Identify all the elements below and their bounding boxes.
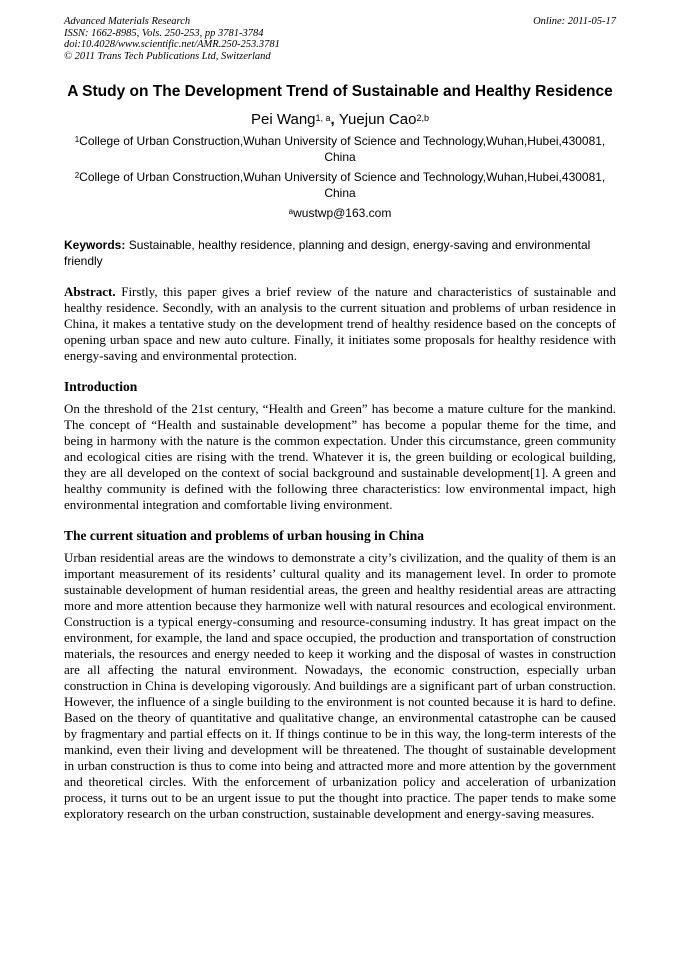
affiliation [64,133,616,165]
online-date: Online: 2011-05-17 [533,16,616,27]
section-heading: The current situation and problems of urban housing in China [64,528,424,543]
keywords [64,237,616,269]
section-paragraph: On the threshold of the 21st century, “Health and Green” has become a mature culture for the mankind. The concept of “Health and sustainable development” has become a popular theme for the time, and being in harmony with the nature is the common expectation. Under this circumstance, green community and ecological cities are rising with the trend. Whatever it is, the green building or ecological building, they are all developed on the context of social background and sustainable development[1]. A green and healthy community is defined with the following three characteristics: low environmental impact, high environmental integration and comfortable living environment. [64,401,616,512]
affiliation-text: College of Urban Construction,Wuhan University of Science and Technology,Wuhan,Hubei,430081, China [79,170,606,200]
affiliation-marker: 1 [74,135,80,144]
affiliation [64,169,616,201]
abstract-text: Firstly, this paper gives a brief review of the nature and characteristics of sustainable and healthy residence. Secondly, with an analysis to the current situation and problems of urban residence in China, it makes a tentative study on the development trend of healthy residence based on the concepts of opening urban space and new auto culture. Finally, it initiates some proposals for healthy residence with energy-saving and environmental protection. [64,284,616,363]
journal-name: Advanced Materials Research [64,16,191,27]
author-name: Pei Wang [251,111,316,128]
doi-line: doi:10.4028/www.scientific.net/AMR.250-253.3781 [64,39,280,50]
journal-header [64,16,616,62]
keywords-label: Keywords: [64,238,126,252]
author-line [64,111,616,129]
affiliation-marker: 2 [74,171,80,180]
author-separator: , [330,111,339,128]
section-heading: Introduction [64,379,138,394]
paper-title: A Study on The Development Trend of Sustainable and Healthy Residence [67,83,613,100]
copyright-line: © 2011 Trans Tech Publications Ltd, Switzerland [64,50,271,62]
affiliation-text: College of Urban Construction,Wuhan University of Science and Technology,Wuhan,Hubei,430081, China [79,134,606,164]
section-paragraph: Urban residential areas are the windows to demonstrate a city’s civilization, and the quality of them is an important measurement of its residents’ cultural quality and its management level. In order to promote sustainable development of human residential areas, the green and healthy residential areas are attracting more and more attention because they harmonize well with natural resources and ecological environment. Construction is a typical energy-consuming and resource-consuming industry. It has great impact on the environment, for example, the land and space occupied, the production and transportation of construction materials, the resources and energy needed to keep it working and the disposal of wastes in construction are all affecting the natural environment. Nowadays, the economic construction, especially urban construction in China is developing vigorously. And buildings are a significant part of urban construction. However, the influence of a single building to the environment is not counted because it is hard to define. Based on the theory of quantitative and qualitative change, an environmental catastrophe can be caused by fragmentary and partial effects on it. If things continue to be in this way, the long-term interests of the mankind, even their living and development will be threatened. The thought of sustainable development in urban construction is thus to come into being and attracted more and more attention by the government and theoretical circles. With the enforcement of urbanization policy and acceleration of urbanization process, it turns out to be an urgent issue to put the thought into practice. The paper tends to make some exploratory research on the urban construction, sustainable development and energy-saving measures. [64,550,616,821]
author-name: Yuejun Cao [338,111,417,128]
author-affiliation-marker: 2,b [416,113,429,123]
abstract-label: Abstract. [64,284,116,299]
keywords-text: Sustainable, healthy residence, planning and design, energy-saving and environmental friendly [64,238,591,268]
author-affiliation-marker: 1, a [315,113,331,123]
author-email [64,205,616,221]
abstract [64,284,616,364]
email-marker: a [288,207,294,216]
issn-line: ISSN: 1662-8985, Vols. 250-253, pp 3781-3784 [64,27,264,39]
email-address: wustwp@163.com [293,206,392,220]
